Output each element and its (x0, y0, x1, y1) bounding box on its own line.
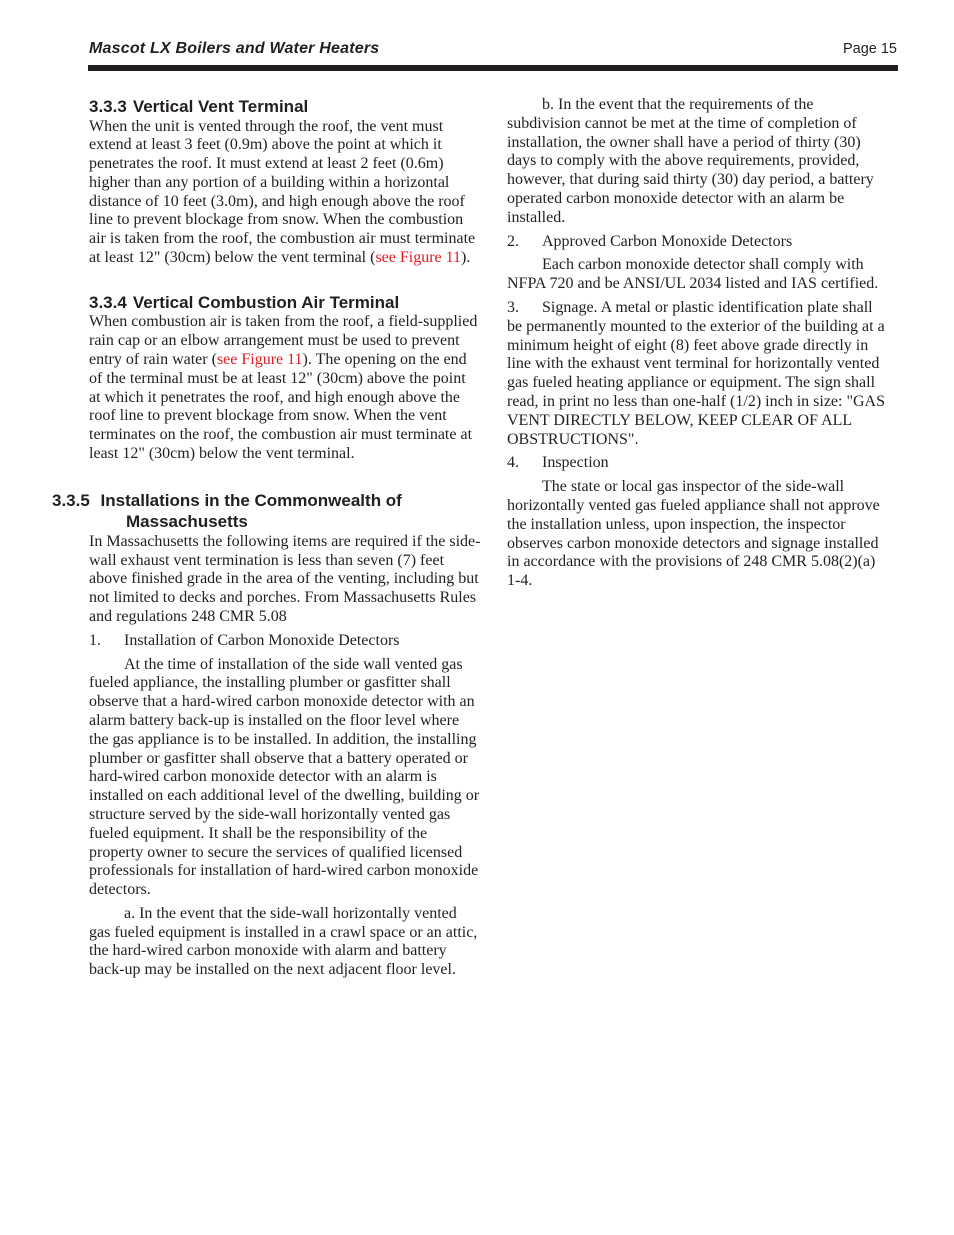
page-number: Page 15 (842, 41, 897, 57)
section-heading-3-3-4 (89, 292, 481, 314)
list-title: Approved Carbon Monoxide Detectors (542, 232, 793, 250)
subclause-b: b. In the event that the requirements of the subdivision cannot be met at the time of completion of installation, the owner shall have a period of thirty (30) days to comply with the above requirements, provided, however, that during said thirty (30) day period, a battery operated carbon monoxide detector with an alarm be installed. (507, 96, 874, 226)
list-number: 2. (507, 232, 519, 250)
section-intro: In Massachusetts the following items are required if the side-wall exhaust vent termination is less than seven (7) feet above finished grade in the area of the venting, including but not limited to decks and porches. From Massachusetts Rules and regulations 248 CMR 5.08 (89, 532, 481, 625)
paragraph-text: When the unit is vented through the roof, the vent must extend at least 3 feet (0.9m) above the point at which it penetrates the roof. It must extend at least 2 feet (0.6m) higher than any portion of a building within a horizontal distance of 10 feet (3.0m), and high enough above the roof line to prevent blockage from snow. When the combustion air is taken from the roof, the combustion air must terminate at least 12" (30cm) below the vent terminal ( (89, 117, 476, 267)
list-item-4 (507, 454, 891, 473)
list-item-1 (89, 632, 481, 651)
list-text: Signage. A metal or plastic identification plate shall be permanently mounted to the exterior of the building at a minimum height of eight (8) feet above grade directly in line with the exhaust vent terminal for horizontally vented gas fueled heating appliance or equipment. The sign shall read, in print no less than one-half (1/2) inch in size: "GAS VENT DIRECTLY BELOW, KEEP CLEAR OF ALL OBSTRUCTIONS". (507, 298, 885, 448)
paragraph-text: ). (461, 249, 471, 267)
figure-link[interactable]: see Figure 11 (216, 350, 303, 368)
list-body: Each carbon monoxide detector shall comply with NFPA 720 and be ANSI/UL 2034 listed and IAS certified. (507, 256, 879, 293)
list-title: Inspection (542, 454, 609, 472)
list-number: 3. (507, 298, 519, 316)
list-body: At the time of installation of the side wall vented gas fueled appliance, the installing plumber or gasfitter shall observe that a hard-wired carbon monoxide detector with an alarm battery back-up is installed on the floor level where the gas appliance is to be installed. In addition, the installing plumber or gasfitter shall observe that a battery operated or hard-wired carbon monoxide detector with an alarm is installed on each additional level of the dwelling, building or structure served by the side-wall horizontally vented gas fueled equipment. It shall be the responsibility of the property owner to secure the services of qualified licensed professionals for installation of hard-wired carbon monoxide detectors. (89, 655, 480, 899)
right-column (507, 96, 891, 591)
document-header-title: Mascot LX Boilers and Water Heaters (89, 40, 380, 57)
left-column (52, 96, 481, 980)
list-item-2 (507, 233, 891, 252)
list-title: Installation of Carbon Monoxide Detectors (124, 631, 400, 649)
list-number: 1. (89, 631, 101, 649)
list-number: 4. (507, 454, 519, 472)
section-heading-3-3-5 (52, 490, 481, 533)
section-heading-3-3-3 (89, 96, 481, 118)
section-number: 3.3.3 (89, 97, 127, 116)
paragraph-text: When combustion air is taken from the roof, a field-supplied rain cap or an elbow arrangement must be used to prevent entry of rain water ( (89, 313, 478, 368)
header-rule (88, 65, 898, 71)
section-paragraph (89, 313, 481, 463)
section-paragraph (89, 118, 481, 268)
figure-link[interactable]: see Figure 11 (375, 249, 462, 267)
section-number: 3.3.4 (89, 292, 127, 312)
section-title: Vertical Vent Terminal (132, 97, 309, 116)
section-number: 3.3.5 (52, 490, 90, 510)
section-title: Installations in the Commonwealth of Massachusetts (100, 490, 402, 532)
list-item-3 (507, 299, 891, 449)
subclause-a: a. In the event that the side-wall horizontally vented gas fueled equipment is installed in a crawl space or an attic, the hard-wired carbon monoxide with alarm and battery back-up may be installed on the next adjacent floor level. (89, 904, 478, 979)
section-title: Vertical Combustion Air Terminal (132, 292, 400, 312)
paragraph-text: ). The opening on the end of the terminal must be at least 12" (30cm) above the point at which it penetrates the roof, and high enough above the roof line to prevent blockage from snow. When the vent terminates on the roof, the combustion air must terminate at least 12" (30cm) below the vent terminal. (89, 350, 473, 462)
list-body: The state or local gas inspector of the side-wall horizontally vented gas fueled appliance shall not approve the installation unless, upon inspection, the inspector observes carbon monoxide detectors and signage installed in accordance with the provisions of 248 CMR 5.08(2)(a) 1-4. (507, 478, 880, 590)
